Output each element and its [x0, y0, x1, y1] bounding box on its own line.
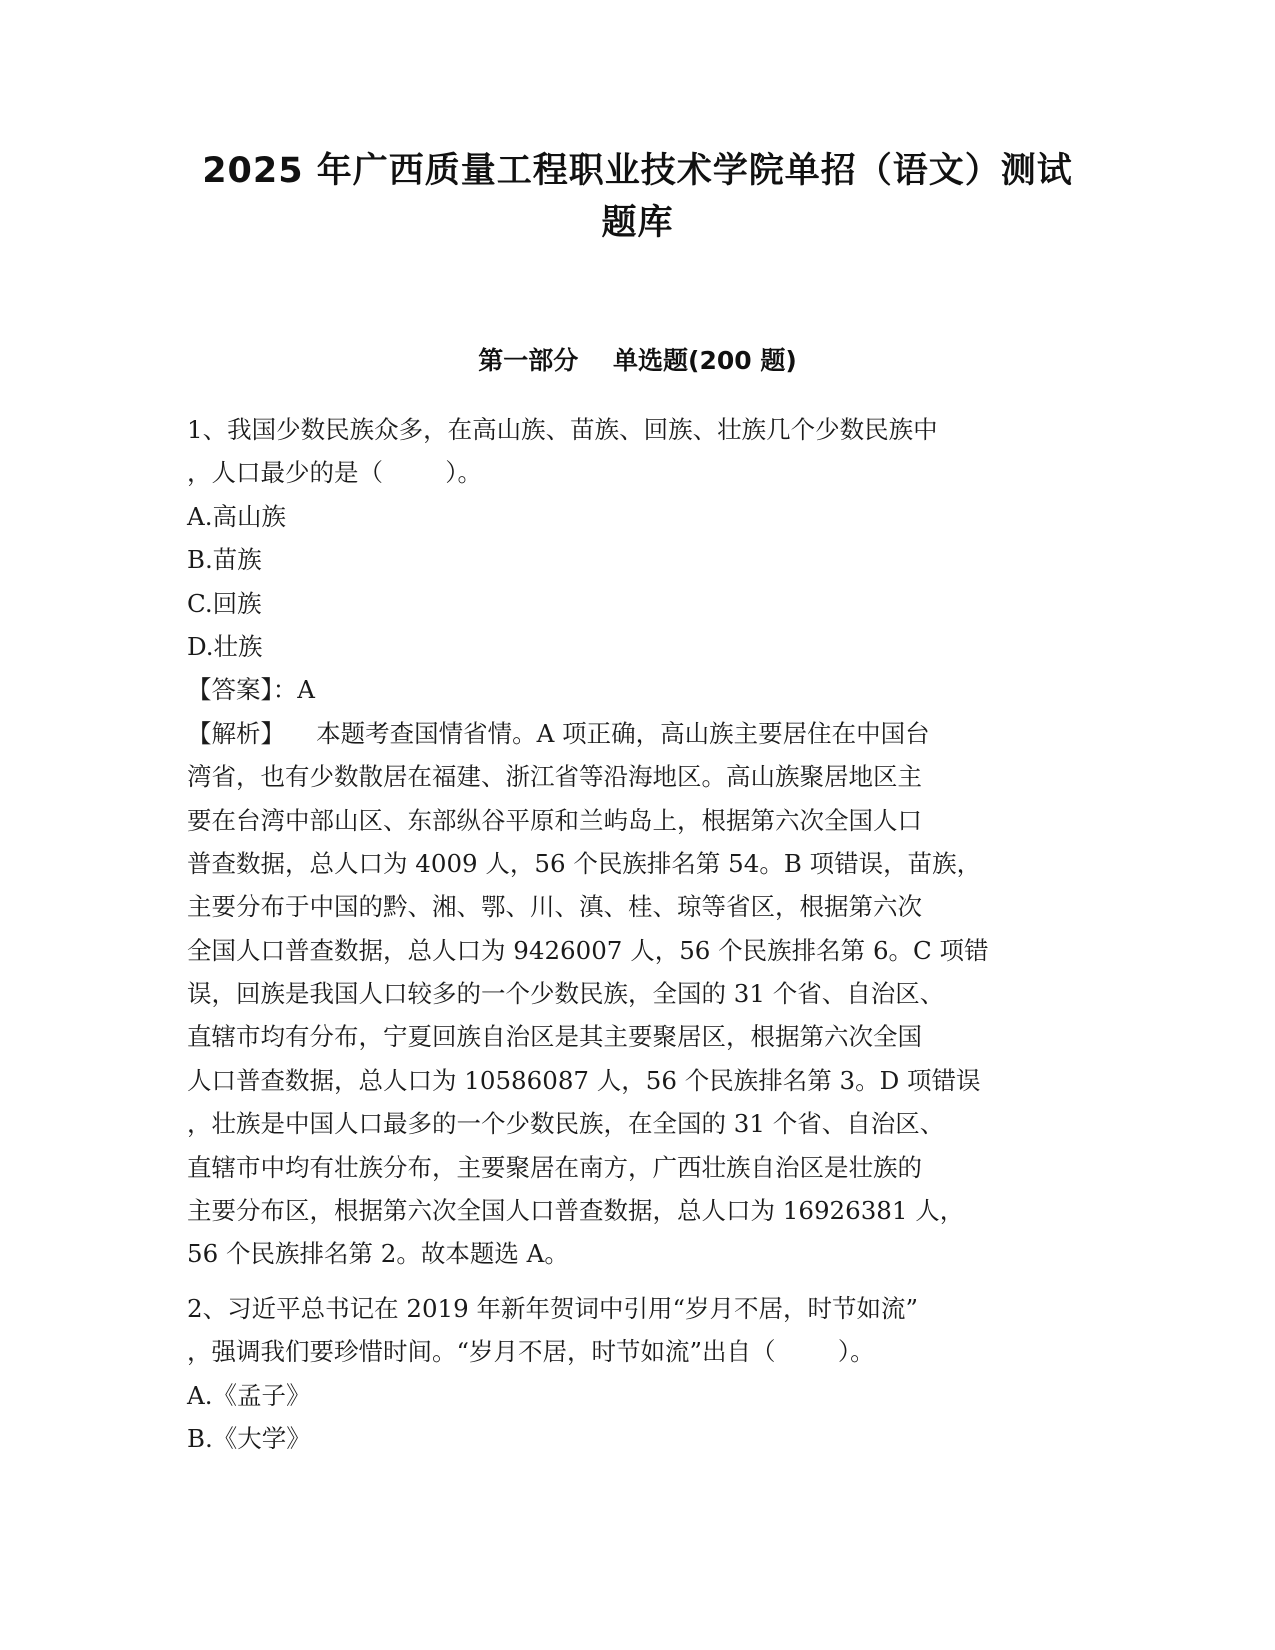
analysis-line: 主要分布于中国的黔、湘、鄂、川、滇、桂、琼等省区，根据第六次 [187, 892, 922, 922]
analysis-line: 56 个民族排名第 2。故本题选 A。 [187, 1239, 569, 1269]
analysis-line: 误，回族是我国人口较多的一个少数民族，全国的 31 个省、自治区、 [187, 979, 945, 1009]
option-c: C.回族 [187, 588, 262, 618]
option-d: D.壮族 [187, 631, 263, 661]
analysis-line: 直辖市均有分布，宁夏回族自治区是其主要聚居区，根据第六次全国 [187, 1022, 922, 1052]
analysis-line: 人口普查数据，总人口为 10586087 人，56 个民族排名第 3。D 项错误 [187, 1065, 981, 1095]
analysis-line: 直辖市中均有壮族分布，主要聚居在南方，广西壮族自治区是壮族的 [187, 1152, 922, 1182]
analysis-line: 普查数据，总人口为 4009 人，56 个民族排名第 54。B 项错误，苗族， [187, 848, 982, 878]
question-item [187, 1287, 1087, 1461]
option-b: B.《大学》 [187, 1423, 311, 1453]
question-list [187, 408, 1087, 1460]
option-a: A.高山族 [187, 501, 286, 531]
document-title-line: 2025 年广西质量工程职业技术学院单招（语文）测试 [202, 151, 1073, 191]
section-heading: 第一部分 单选题(200 题) [478, 346, 797, 375]
option-a: A.《孟子》 [187, 1380, 311, 1410]
question-stem-line: ，人口最少的是（ ）。 [187, 458, 483, 488]
question-stem-line: 1、我国少数民族众多，在高山族、苗族、回族、壮族几个少数民族中 [187, 415, 938, 444]
analysis-line: 【解析】 本题考查国情省情。A 项正确，高山族主要居住在中国台 [187, 718, 930, 748]
analysis-line: 湾省，也有少数散居在福建、浙江省等沿海地区。高山族聚居地区主 [187, 762, 922, 792]
analysis-line: ，壮族是中国人口最多的一个少数民族，在全国的 31 个省、自治区、 [187, 1109, 945, 1139]
option-b: B.苗族 [187, 545, 262, 575]
question-item [187, 408, 1087, 1276]
question-stem-line: 2、习近平总书记在 2019 年新年贺词中引用“岁月不居，时节如流” [187, 1293, 919, 1323]
question-stem-line: ，强调我们要珍惜时间。“岁月不居，时节如流”出自（ ）。 [187, 1337, 875, 1367]
answer-line: 【答案】：A [187, 675, 315, 705]
question-separator [187, 1276, 1087, 1287]
analysis-block [187, 712, 1087, 1276]
analysis-line: 主要分布区，根据第六次全国人口普查数据，总人口为 16926381 人， [187, 1196, 965, 1226]
document-title [160, 145, 1115, 249]
analysis-line: 全国人口普查数据，总人口为 9426007 人，56 个民族排名第 6。C 项错 [187, 935, 989, 965]
analysis-line: 要在台湾中部山区、东部纵谷平原和兰屿岛上，根据第六次全国人口 [187, 805, 922, 835]
document-title-line: 题库 [601, 203, 674, 243]
